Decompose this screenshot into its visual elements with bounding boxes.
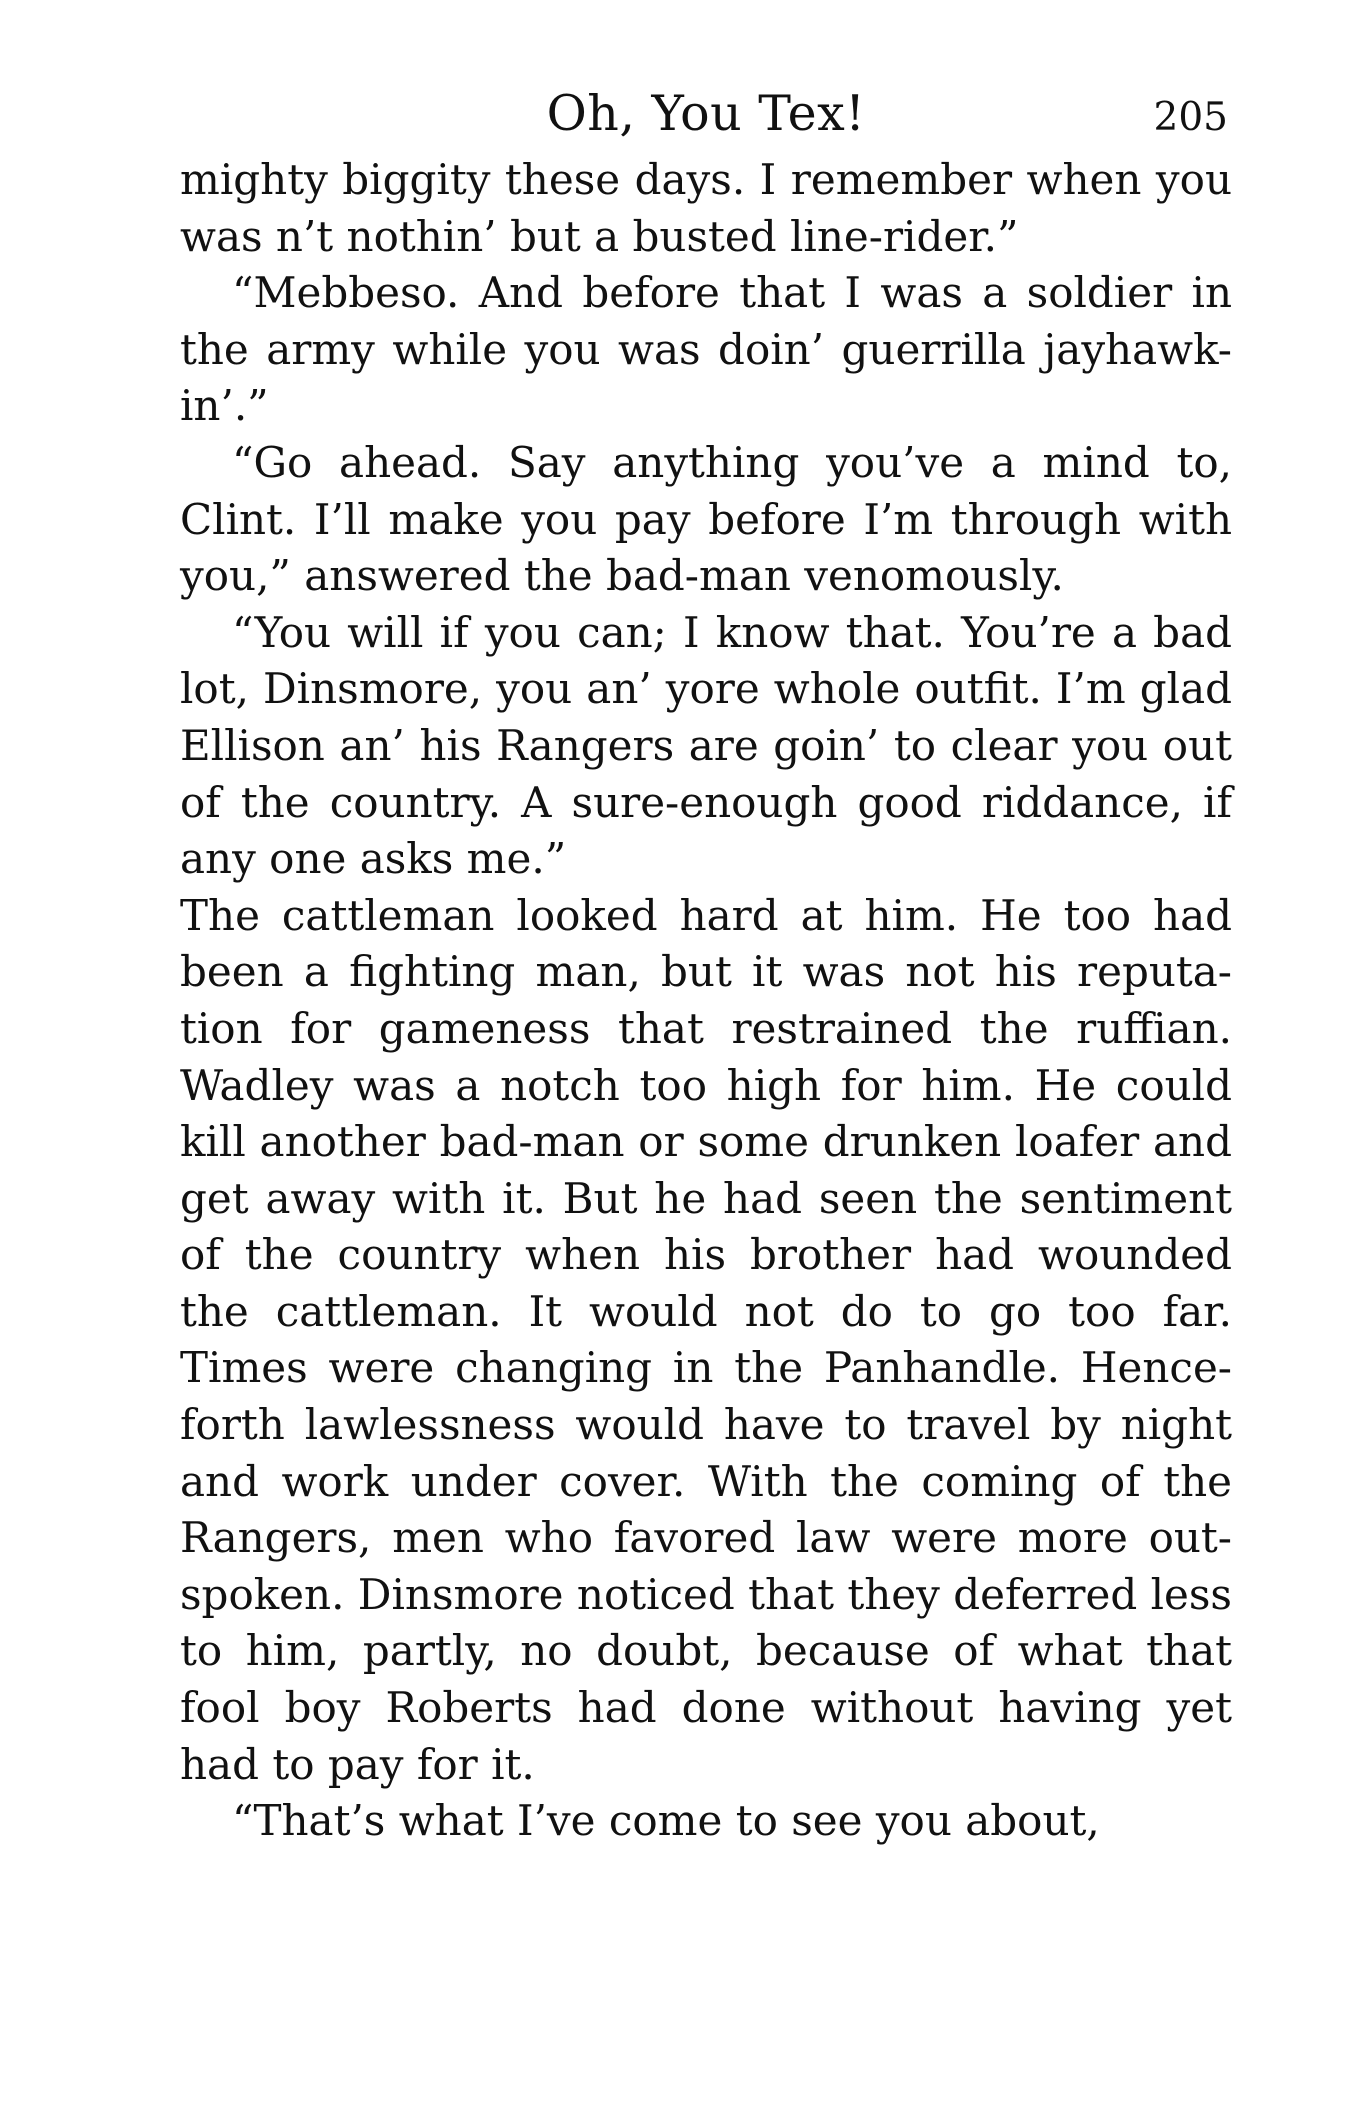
paragraph-mebbeso: “Mebbeso. And before that I was a soldier in the army while you was doin’ guerrilla jayhawk-in’.” [180,268,1232,431]
paragraph-you-will: “You will if you can; I know that. You’re a bad lot, Dinsmore, you an’ yore whole outfit. I’m glad Ellison an’ his Rangers are goin’ to clear you out of the country. A sure-enough good riddance, if any one asks me.” [180,607,1232,884]
running-head [180,78,1232,150]
paragraph-cattleman: The cattleman looked hard at him. He too had been a fighting man, but it was not his reputa-tion for gameness that restrained the ruffian. Wadley was a notch too high for him. He could kill another bad-man or some drunken loafer and get away with it. But he had seen the sentiment of the country when his brother had wounded the cattleman. It would not do to go too far. Times were changing in the Panhandle. Hence-forth lawlessness would have to travel by night and work under cover. With the coming of the Rangers, men who favored law were more out-spoken. Dinsmore noticed that they deferred less to him, partly, no doubt, because of what that fool boy Roberts had done without having yet had to pay for it. [180,890,1232,1789]
paragraph-thats-what: “That’s what I’ve come to see you about, [232,1796,1100,1846]
paragraph-continued: mighty biggity these days. I remember when you was n’t nothin’ but a busted line-rider.” [180,155,1232,261]
paragraph-go-ahead: “Go ahead. Say anything you’ve a mind to, Clint. I’ll make you pay before I’m through with you,” answered the bad-man venomously. [180,437,1232,601]
book-page [180,78,1232,1850]
page-number: 205 [1153,95,1228,140]
running-title: Oh, You Tex! [546,85,866,142]
body-text [180,152,1232,1850]
